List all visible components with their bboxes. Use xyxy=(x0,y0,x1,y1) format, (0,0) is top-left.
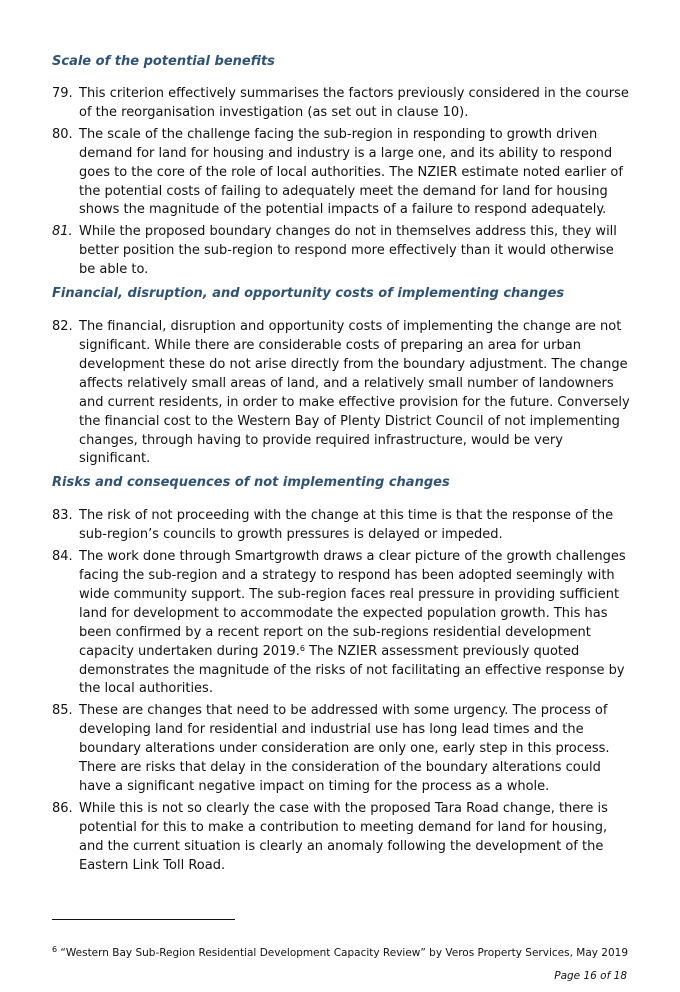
paragraph-number: 82. xyxy=(52,319,73,335)
footnote-text: “Western Bay Sub-Region Residential Development Capacity Review” by Veros Property Services, May 2019 xyxy=(57,947,629,959)
footnote-reference[interactable]: 6 xyxy=(299,643,305,653)
paragraph-86 xyxy=(52,800,632,876)
paragraph-text: These are changes that need to be addressed with some urgency. The process of developing land for residential and industrial use has long lead times and the boundary alterations under consideration are only one, early step in this process. There are risks that delay in the consideration of the boundary alterations could have a significant negative impact on timing for the process as a whole. xyxy=(79,703,610,794)
footnote xyxy=(52,946,628,960)
paragraph-text: The financial, disruption and opportunity costs of implementing the change are not significant. While there are considerable costs of preparing an area for urban development these do not arise directly from the boundary adjustment. The change affects relatively small areas of land, and a relatively small number of landowners and current residents, in order to make effective provision for the future. Conversely the financial cost to the Western Bay of Plenty District Council of not implementing changes, through having to provide required infrastructure, would be very significant. xyxy=(79,319,630,467)
paragraph-number: 86. xyxy=(52,800,73,816)
paragraph-text: The risk of not proceeding with the change at this time is that the response of the sub-region’s councils to growth pressures is delayed or impeded. xyxy=(79,508,614,543)
paragraph-82 xyxy=(52,318,632,469)
paragraph-number: 79. xyxy=(52,86,73,101)
paragraph-83 xyxy=(52,507,632,545)
paragraph-81 xyxy=(52,223,632,280)
paragraph-number: 83. xyxy=(52,508,73,524)
paragraph-number: 84. xyxy=(52,549,73,565)
footnote-mark: 6 xyxy=(52,945,58,954)
footnote-separator xyxy=(52,919,235,920)
paragraph-text: The scale of the challenge facing the sub-region in responding to growth driven demand for land for housing and industry is a large one, and its ability to respond goes to the core of the role of local authorities. The NZIER estimate noted earlier of the potential costs of failing to adequately meet the demand for land for housing shows the magnitude of the potential impacts of a failure to respond adequately. xyxy=(79,126,623,218)
paragraph-79 xyxy=(52,85,632,123)
paragraph-number: 85. xyxy=(52,703,73,719)
paragraph-text: While the proposed boundary changes do not in themselves address this, they will better position the sub-region to respond more effectively than it would otherwise be able to. xyxy=(79,224,617,278)
paragraph-text-part: The work done through Smartgrowth draws a clear picture of the growth challenges facing the sub-region and a strategy to respond has been adopted seemingly with wide community support. The sub-region faces real pressure in providing sufficient land for development to accommodate the expected population growth. This has been confirmed by a recent report on the sub-regions residential development capacity undertaken during 2019. xyxy=(79,549,626,659)
page-number: Page 16 of 18 xyxy=(554,970,627,982)
paragraph-85 xyxy=(52,702,632,797)
paragraph-number: 80. xyxy=(52,126,73,142)
section-heading-costs: Financial, disruption, and opportunity costs of implementing changes xyxy=(52,286,565,302)
paragraph-80 xyxy=(52,126,632,221)
paragraph-number: 81. xyxy=(52,224,73,240)
paragraph-text xyxy=(79,548,632,699)
section-heading-scale: Scale of the potential benefits xyxy=(52,54,275,69)
body-content xyxy=(52,53,632,879)
paragraph-text: While this is not so clearly the case with the proposed Tara Road change, there is potential for this to make a contribution to meeting demand for land for housing, and the current situation is clearly an anomaly following the development of the Eastern Link Toll Road. xyxy=(79,800,608,873)
section-heading-risks: Risks and consequences of not implementing changes xyxy=(52,475,450,491)
paragraph-84 xyxy=(52,548,632,699)
paragraph-text-part: The NZIER assessment previously quoted demonstrates the magnitude of the risks of not facilitating an effective response by the local authorities. xyxy=(79,643,625,697)
paragraph-text: This criterion effectively summarises the factors previously considered in the course of the reorganisation investigation (as set out in clause 10). xyxy=(79,86,629,120)
